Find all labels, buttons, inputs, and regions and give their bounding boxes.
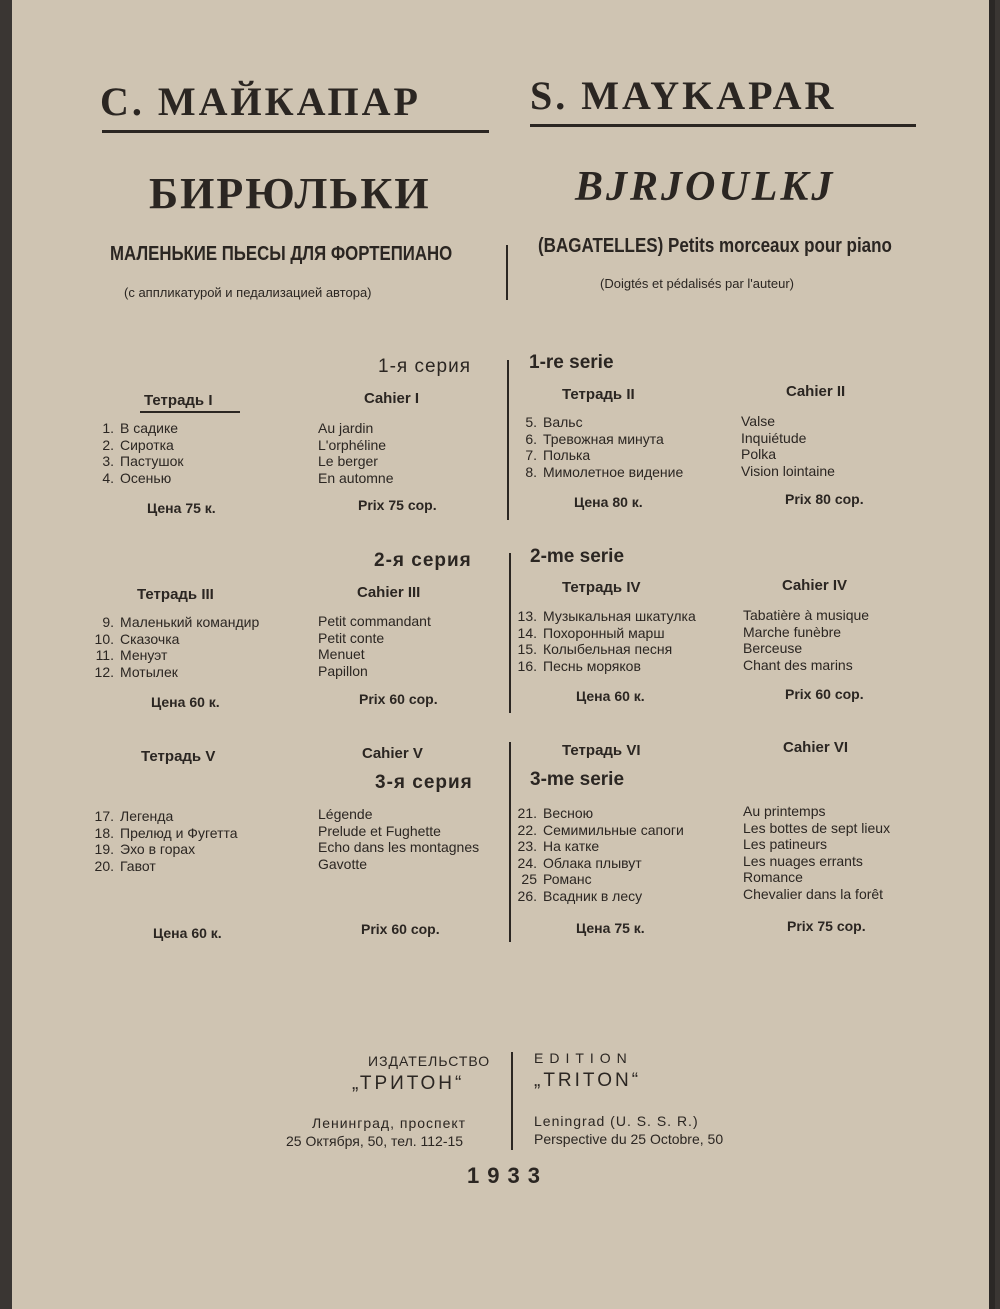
publisher-ru-line1: ИЗДАТЕЛЬСТВО — [368, 1053, 491, 1069]
item-title: Облака плывут — [543, 854, 642, 871]
cahier4-price-ru: Цена 60 к. — [576, 688, 645, 704]
item-number: 17. — [94, 808, 114, 824]
list-item — [94, 841, 238, 858]
publisher-fr-line4: Perspective du 25 Octobre, 50 — [534, 1131, 724, 1147]
list-item — [517, 641, 696, 658]
cahier3-head-ru: Тетрадь III — [137, 586, 214, 603]
item-number: 22. — [517, 821, 537, 838]
cahier5-head-ru: Тетрадь V — [141, 748, 216, 765]
item-number: 10. — [94, 630, 114, 647]
item-title: Тревожная минута — [543, 430, 664, 447]
item-title: Прелюд и Фугетта — [120, 824, 238, 841]
divider-1 — [507, 360, 509, 520]
item-number: 26. — [517, 887, 537, 904]
cahier2-head-ru: Тетрадь II — [562, 386, 635, 403]
cahier1-underline — [140, 411, 240, 413]
page-edge-shadow — [989, 0, 995, 1309]
item-number: 11. — [95, 647, 114, 663]
title-ru: БИРЮЛЬКИ — [149, 169, 431, 218]
item-title: Осенью — [120, 469, 172, 486]
list-item — [94, 437, 184, 454]
cahier5-price-ru: Цена 60 к. — [153, 925, 222, 941]
cahier1-price-ru: Цена 75 к. — [147, 500, 216, 516]
list-item: Petit conte — [318, 629, 385, 646]
author-fr-underline — [530, 124, 916, 127]
publisher-fr-line2: „TRITON“ — [534, 1070, 642, 1091]
list-item: L'orphéline — [318, 436, 387, 453]
header-divider — [506, 245, 508, 300]
author-fr: S. MAYKAPAR — [530, 73, 837, 118]
cahier3-head-fr: Cahier III — [357, 584, 421, 601]
item-title: Вальс — [543, 414, 583, 430]
list-item: Chevalier dans la forêt — [743, 885, 884, 902]
note-ru: (с аппликатурой и педализацией автора) — [124, 285, 372, 300]
item-number: 7. — [525, 447, 537, 463]
item-title: Легенда — [120, 808, 174, 824]
cahier2-list-fr — [741, 413, 835, 479]
list-item: Menuet — [318, 646, 365, 662]
item-number: 24. — [517, 854, 537, 871]
list-item: Inquiétude — [741, 429, 807, 446]
list-item — [94, 453, 184, 470]
list-item: Les bottes de sept lieux — [743, 819, 891, 836]
subtitle-ru: МАЛЕНЬКИЕ ПЬЕСЫ ДЛЯ ФОРТЕПИАНО — [110, 243, 453, 265]
item-title: Полька — [543, 447, 591, 463]
item-title: На катке — [543, 838, 600, 854]
publisher-fr-line1: EDITION — [534, 1050, 633, 1066]
cahier4-head-ru: Тетрадь IV — [562, 579, 641, 596]
item-number: 12. — [94, 663, 114, 680]
cahier6-head-ru: Тетрадь VI — [562, 742, 641, 759]
list-item: Au printemps — [743, 803, 826, 819]
list-item — [94, 614, 259, 631]
item-title: Музыкальная шкатулка — [543, 608, 696, 624]
cahier1-head-ru: Тетрадь I — [144, 392, 213, 409]
list-item: Gavotte — [318, 855, 368, 872]
list-item — [94, 808, 238, 825]
cahier2-head-fr: Cahier II — [786, 383, 846, 400]
item-number: 16. — [517, 657, 537, 674]
item-title: Похоронный марш — [543, 624, 665, 641]
list-item: Tabatière à musique — [743, 607, 870, 623]
cahier2-price-ru: Цена 80 к. — [574, 494, 643, 510]
cahier4-list-ru — [517, 608, 696, 674]
cahier5-price-fr: Prix 60 cop. — [361, 921, 440, 937]
list-item — [94, 631, 259, 648]
cahier1-list-ru — [94, 420, 184, 486]
item-number: 21. — [517, 805, 537, 821]
author-ru-underline — [102, 130, 489, 133]
list-item — [517, 431, 683, 448]
item-title: Всадник в лесу — [543, 887, 643, 904]
list-item — [517, 888, 684, 905]
list-item — [94, 470, 184, 487]
cahier5-head-fr: Cahier V — [362, 745, 423, 762]
list-item — [517, 822, 684, 839]
cahier6-list-fr — [743, 803, 890, 902]
item-number: 4. — [102, 469, 114, 486]
item-number: 6. — [525, 430, 537, 447]
title-fr: BJRJOULKJ — [575, 164, 836, 210]
list-item — [517, 658, 696, 675]
item-title: Менуэт — [120, 647, 168, 663]
list-item — [517, 447, 683, 464]
publication-year: 1933 — [467, 1163, 548, 1188]
cahier3-list-ru — [94, 614, 259, 680]
cahier6-list-ru — [517, 805, 684, 904]
subtitle-fr: (BAGATELLES) Petits morceaux pour piano — [538, 235, 892, 257]
item-title: Семимильные сапоги — [543, 821, 684, 838]
cahier6-price-ru: Цена 75 к. — [576, 920, 645, 936]
item-number: 13. — [517, 608, 537, 624]
item-number: 23. — [517, 838, 537, 854]
list-item — [94, 420, 184, 437]
cahier5-list-fr — [318, 806, 479, 872]
item-title: В садике — [120, 420, 179, 436]
cahier2-list-ru — [517, 414, 683, 480]
list-item: Valse — [741, 413, 775, 429]
list-item: Romance — [743, 869, 803, 885]
list-item — [517, 464, 683, 481]
item-number: 8. — [525, 463, 537, 480]
list-item — [94, 825, 238, 842]
list-item — [94, 858, 238, 875]
list-item — [517, 855, 684, 872]
item-number: 14. — [517, 624, 537, 641]
list-item: Papillon — [318, 662, 368, 679]
list-item: Prelude et Fughette — [318, 822, 441, 839]
divider-3 — [509, 742, 511, 942]
cahier1-head-fr: Cahier I — [364, 390, 420, 407]
note-fr: (Doigtés et pédalisés par l'auteur) — [600, 276, 794, 291]
item-title: Весною — [543, 805, 594, 821]
cahier3-list-fr — [318, 613, 431, 679]
publisher-ru-line4: 25 Октября, 50, тел. 112-15 — [286, 1133, 464, 1149]
item-number: 18. — [94, 824, 114, 841]
cahier1-price-fr: Prix 75 cop. — [358, 497, 437, 513]
item-number: 25 — [521, 871, 537, 887]
series-1-ru: 1-я серия — [378, 356, 471, 377]
list-item — [517, 871, 684, 888]
list-item: Polka — [741, 446, 777, 462]
item-number: 19. — [94, 841, 114, 857]
item-number: 9. — [102, 614, 114, 630]
series-3-ru: 3-я серия — [375, 772, 473, 793]
item-number: 5. — [525, 414, 537, 430]
author-ru: С. МАЙКАПАР — [100, 79, 421, 124]
list-item: Echo dans les montagnes — [318, 839, 480, 855]
publisher-ru-line2: „ТРИТОН“ — [352, 1073, 465, 1094]
list-item: Le berger — [318, 453, 378, 469]
item-title: Песнь моряков — [543, 657, 641, 674]
cahier6-head-fr: Cahier VI — [783, 739, 849, 756]
list-item: Chant des marins — [743, 656, 853, 673]
list-item — [517, 838, 684, 855]
item-title: Романс — [543, 871, 592, 887]
item-title: Сказочка — [120, 630, 180, 647]
item-title: Маленький командир — [120, 614, 260, 630]
cahier2-price-fr: Prix 80 cop. — [785, 491, 864, 507]
cahier3-price-fr: Prix 60 cop. — [359, 691, 438, 707]
series-1-fr: 1-re serie — [529, 352, 614, 373]
cahier5-list-ru — [94, 808, 238, 874]
publisher-ru-line3: Ленинград, проспект — [312, 1115, 467, 1131]
cahier1-list-fr — [318, 420, 394, 486]
cahier4-head-fr: Cahier IV — [782, 577, 848, 594]
list-item: Petit commandant — [318, 613, 431, 629]
list-item — [517, 608, 696, 625]
cahier4-price-fr: Prix 60 cop. — [785, 686, 864, 702]
series-3-fr: 3-me serie — [530, 769, 625, 790]
item-title: Колыбельная песня — [543, 641, 673, 657]
list-item: Marche funèbre — [743, 623, 842, 640]
item-number: 2. — [102, 436, 114, 453]
item-title: Пастушок — [120, 453, 184, 469]
sheet-music-back-cover — [12, 0, 995, 1309]
item-number: 1. — [102, 420, 114, 436]
series-2-ru: 2-я серия — [374, 550, 472, 571]
item-number: 20. — [94, 857, 114, 874]
list-item: Au jardin — [318, 420, 374, 436]
list-item — [94, 664, 259, 681]
item-title: Сиротка — [120, 436, 174, 453]
divider-2 — [509, 553, 511, 713]
item-number: 15. — [517, 641, 537, 657]
item-title: Мимолетное видение — [543, 463, 684, 480]
list-item — [517, 625, 696, 642]
list-item: Les patineurs — [743, 836, 828, 852]
publisher-divider — [511, 1052, 513, 1150]
list-item: Berceuse — [743, 640, 803, 656]
list-item — [517, 414, 683, 431]
list-item: Légende — [318, 806, 373, 822]
series-2-fr: 2-me serie — [530, 546, 625, 567]
item-title: Мотылек — [120, 663, 178, 680]
list-item: Les nuages errants — [743, 852, 863, 869]
list-item: En automne — [318, 469, 394, 486]
item-number: 3. — [102, 453, 114, 469]
list-item — [517, 805, 684, 822]
item-title: Гавот — [120, 857, 156, 874]
list-item — [94, 647, 259, 664]
cahier3-price-ru: Цена 60 к. — [151, 694, 220, 710]
publisher-fr-line3: Leningrad (U. S. S. R.) — [534, 1113, 699, 1129]
cahier4-list-fr — [743, 607, 869, 673]
item-title: Эхо в горах — [120, 841, 196, 857]
cahier6-price-fr: Prix 75 cop. — [787, 918, 866, 934]
list-item: Vision lointaine — [741, 462, 835, 479]
